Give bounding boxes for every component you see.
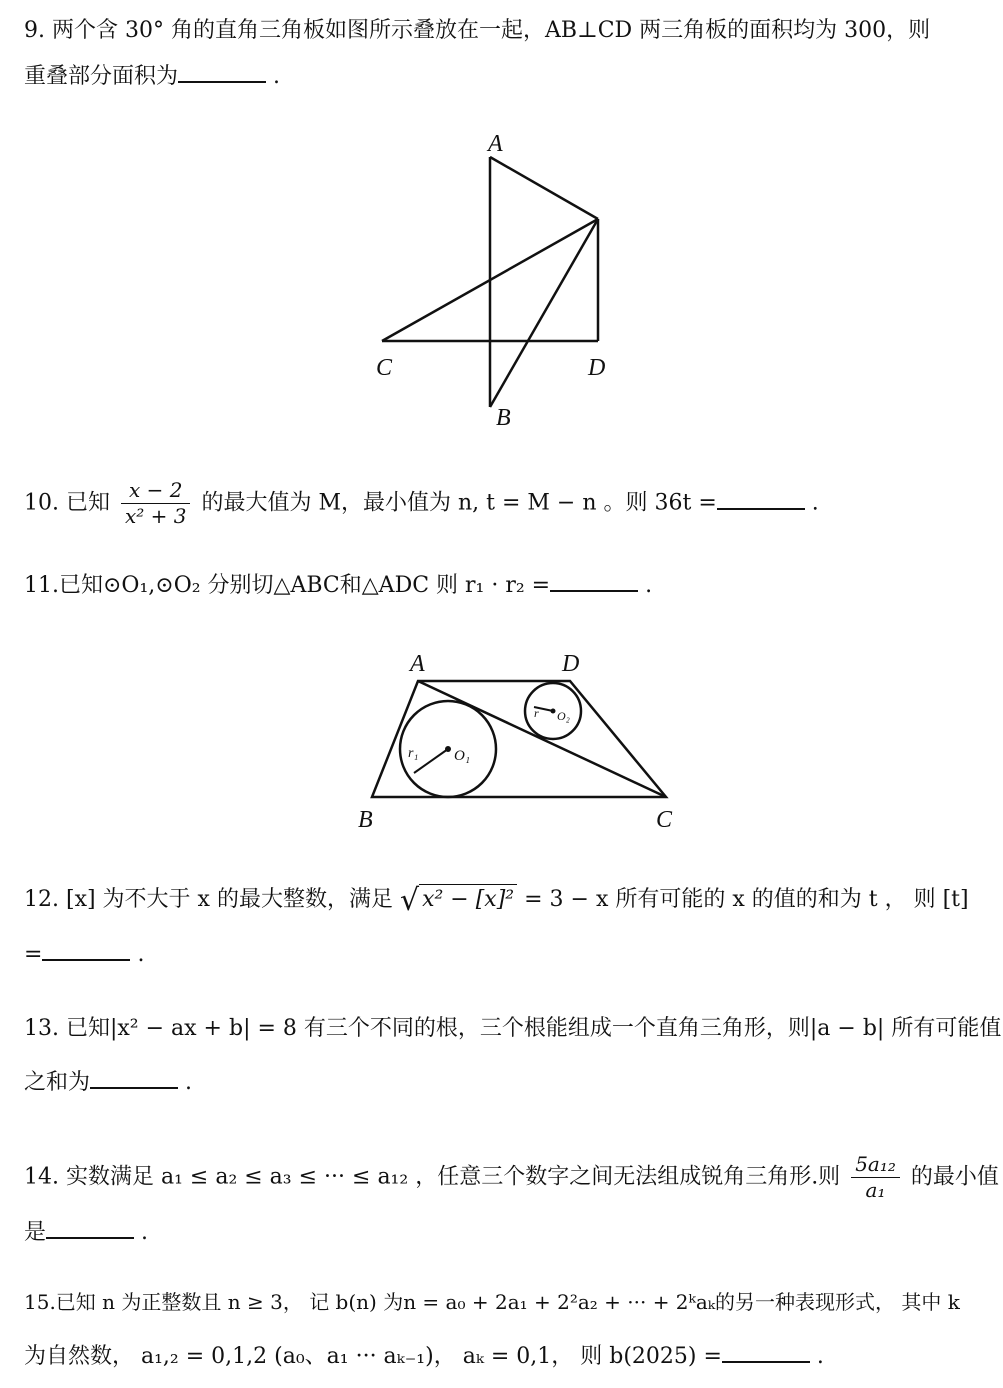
q11-center-O2 [551,709,556,714]
q9-label-A: A [488,131,503,157]
q12-radicand: x² − [x]² [419,884,517,912]
q11-trapezoid [372,681,666,797]
q12-answer-blank [42,959,130,961]
q9-seg-B-top [490,219,598,407]
q13-line2-text: 之和为 [24,1070,91,1095]
q9-line2-text: 重叠部分面积为 [24,64,179,89]
q12-line2 [24,944,144,966]
q15-line1: 15.已知 n 为正整数且 n ≥ 3， 记 b(n) 为n = a₀ + 2a₁ + 2²a₂ + ··· + 2ᵏaₖ的另一种表现形式， 其中 k [24,1290,960,1314]
q10-end: . [811,490,819,516]
q12-post: = 3 − x 所有可能的 x 的值的和为 t ， 则 [t] [524,887,969,912]
q9-end: . [273,64,281,89]
q11-label-r1: r₁ [408,746,419,761]
q11-label-C: C [656,807,673,833]
q11-diagonal-AC [418,681,666,797]
q9-label-C: C [376,355,393,381]
q15-line2 [24,1346,824,1368]
q11-label-D: D [562,651,580,677]
q11-label-B: B [358,807,373,833]
q15-end: . [816,1344,824,1369]
q12-pre: 12. [x] 为不大于 x 的最大整数，满足 [24,887,393,912]
q11-figure [350,645,690,840]
q13-line2 [24,1072,192,1094]
q9-label-B: B [496,405,511,431]
q9-figure [360,125,650,435]
q14-line1 [24,1152,999,1203]
q14-fraction [851,1152,900,1203]
q9-line2 [24,66,280,88]
q15-answer-blank [722,1361,810,1363]
q10-numerator: x − 2 [121,478,191,504]
q10-pre: 10. 已知 [24,490,110,516]
q11-text: 11.已知⊙O₁,⊙O₂ 分别切△ABC和△ADC 则 r₁ · r₂ = [24,573,551,598]
q12-line1 [24,883,969,918]
q11-radius-r1 [414,749,448,773]
q14-post: 的最小值 [910,1164,999,1190]
q9-answer-blank [178,81,266,83]
q10-post: 的最大值为 M，最小值为 n, t = M − n 。则 36t = [201,490,717,516]
q10-fraction [121,478,191,529]
q11-center-O1 [445,746,451,752]
q11-label-O2: O₂ [557,709,570,723]
q15-line2-text: 为自然数， a₁,₂ = 0,1,2 (a₀、a₁ ··· aₖ₋₁)， aₖ = 0,1， 则 b(2025) = [24,1344,722,1369]
q11-end: . [645,573,653,598]
q11-label-A: A [410,651,425,677]
q11-answer-blank [550,590,638,592]
q11-label-r2: r [534,706,539,720]
q12-end: . [137,942,145,967]
q14-answer-blank [46,1237,134,1239]
q9-label-D: D [588,355,606,381]
q10-line [24,478,819,529]
q12-line2-text: = [24,942,43,967]
q9-seg-A-top [490,157,598,219]
q12-sqrt-sign: √ [399,883,420,918]
q10-answer-blank [717,508,805,510]
q14-pre: 14. 实数满足 a₁ ≤ a₂ ≤ a₃ ≤ ··· ≤ a₁₂ ，任意三个数字之间无法组成锐角三角形.则 [24,1164,841,1190]
q10-denominator: x² + 3 [124,504,187,528]
q14-numerator: 5a₁₂ [851,1152,900,1178]
q11-line [24,575,652,597]
q14-line2 [24,1222,148,1244]
q13-line1: 13. 已知|x² − ax + b| = 8 有三个不同的根，三个根能组成一个直角三角形，则|a − b| 所有可能值 [24,1016,1002,1041]
q14-end: . [141,1220,149,1245]
q9-line1: 9. 两个含 30° 角的直角三角板如图所示叠放在一起，AB⊥CD 两三角板的面积均为 300，则 [24,18,931,43]
q13-answer-blank [90,1087,178,1089]
q14-denominator: a₁ [865,1178,886,1202]
q11-label-O1: O₁ [454,748,471,764]
q13-end: . [185,1070,193,1095]
q14-line2-text: 是 [24,1220,47,1245]
